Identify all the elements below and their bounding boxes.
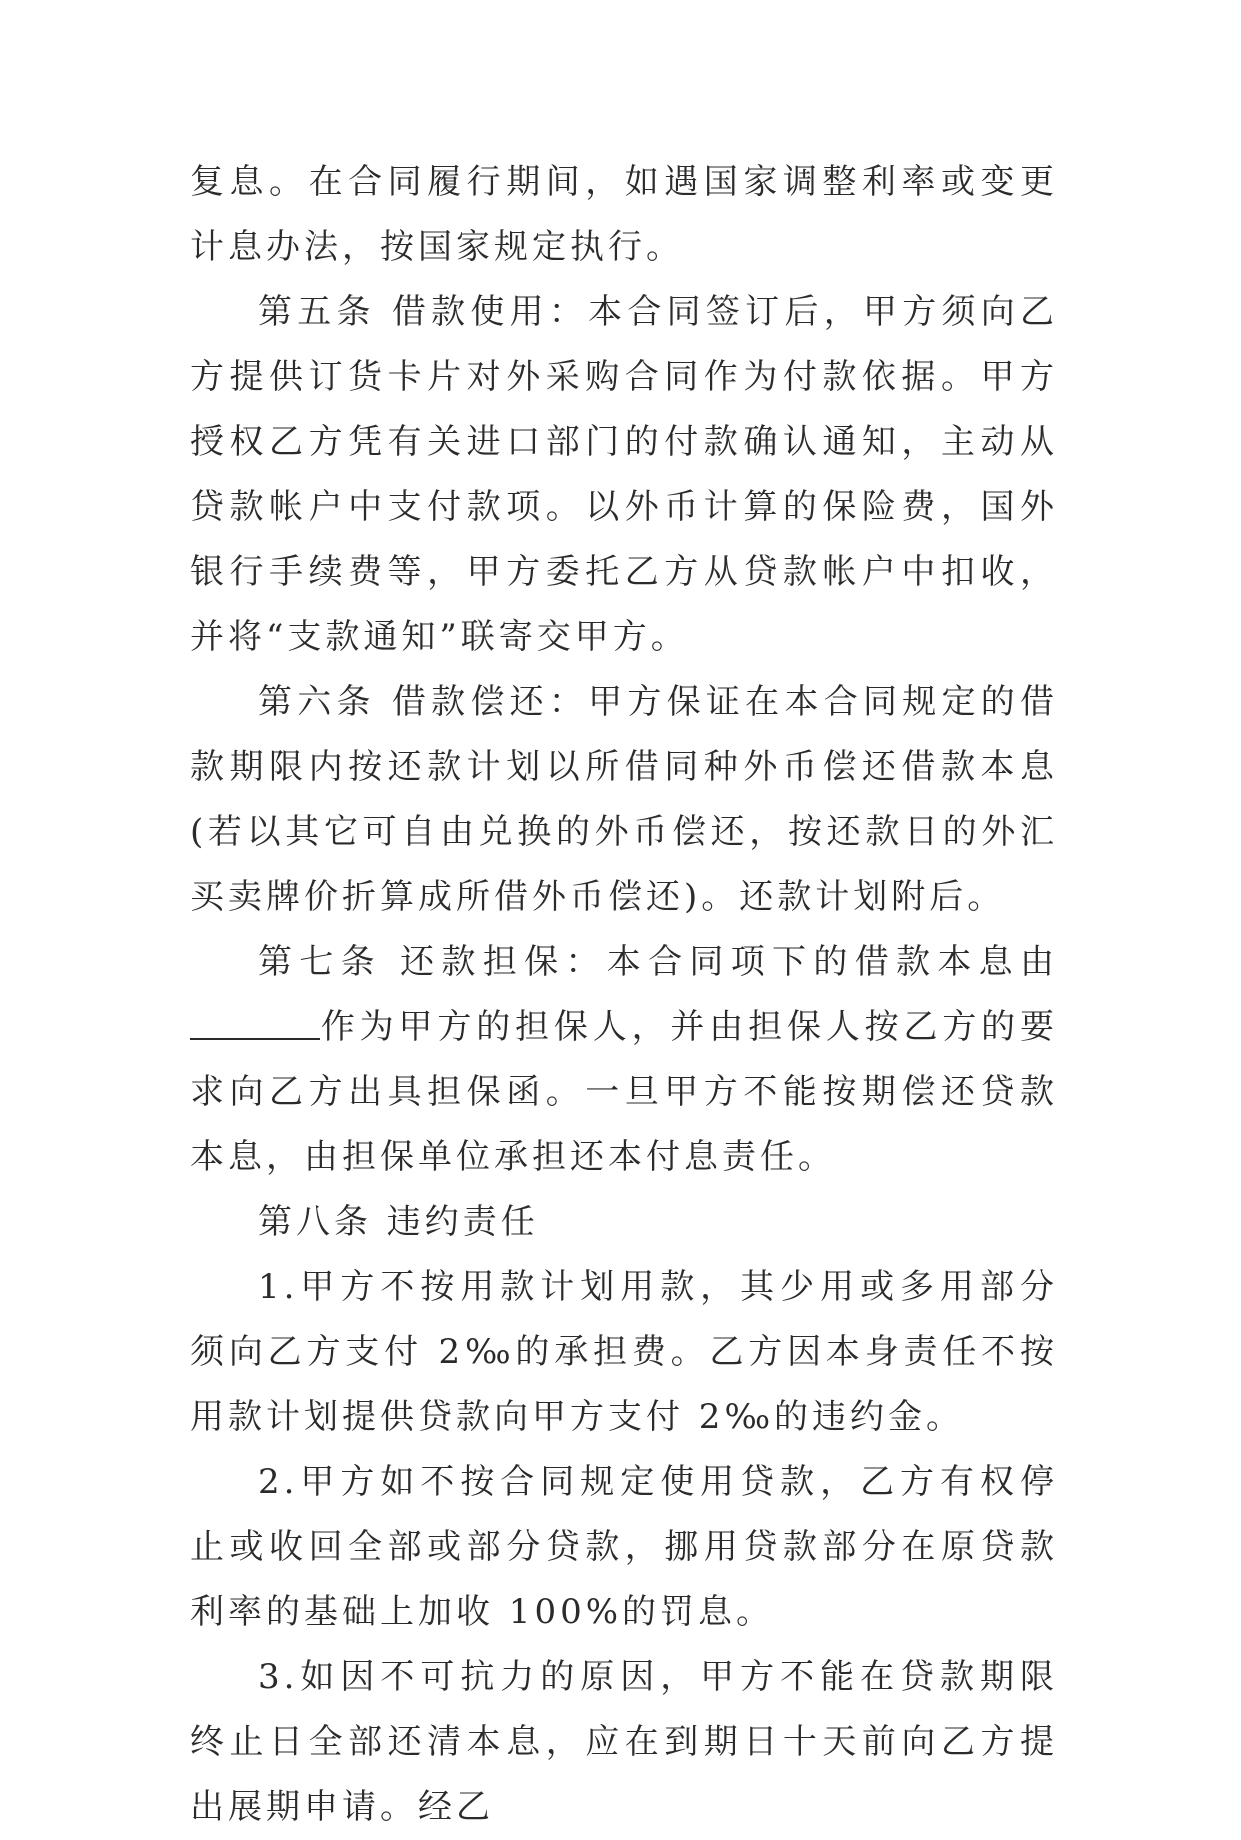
paragraph-clause-1: 1.甲方不按用款计划用款，其少用或多用部分须向乙方支付 2‰的承担费。乙方因本身责任不按用款计划提供贷款向甲方支付 2‰的违约金。 <box>190 1267 1058 1437</box>
paragraph-interest-continuation: 复息。在合同履行期间，如遇国家调整利率或变更计息办法，按国家规定执行。 <box>190 162 1058 267</box>
paragraph-clause-2: 2.甲方如不按合同规定使用贷款，乙方有权停止或收回全部或部分贷款，挪用贷款部分在原贷款利率的基础上加收 100%的罚息。 <box>190 1462 1058 1632</box>
paragraph-article-6-repayment: 第六条 借款偿还：甲方保证在本合同规定的借款期限内按还款计划以所借同种外币偿还借款本息(若以其它可自由兑换的外币偿还，按还款日的外汇买卖牌价折算成所借外币偿还)。还款计划附后。 <box>190 682 1058 917</box>
paragraph-article-8-heading: 第八条 违约责任 <box>258 1202 539 1242</box>
paragraph-article-7-guarantee <box>190 930 1058 1190</box>
paragraph-clause-3: 3.如因不可抗力的原因，甲方不能在贷款期限终止日全部还清本息，应在到期日十天前向乙方提出展期申请。经乙 <box>190 1657 1058 1827</box>
paragraph-article-5-loan-use: 第五条 借款使用：本合同签订后，甲方须向乙方提供订货卡片对外采购合同作为付款依据。甲方授权乙方凭有关进口部门的付款确认通知，主动从贷款帐户中支付款项。以外币计算的保险费，国外银行手续费等，甲方委托乙方从贷款帐户中扣收，并将“支款通知”联寄交甲方。 <box>190 292 1058 657</box>
article-7-text-before-blank: 第七条 还款担保：本合同项下的借款本息由 <box>258 942 1058 982</box>
article-7-text-after-blank: 作为甲方的担保人，并由担保人按乙方的要求向乙方出具担保函。一旦甲方不能按期偿还贷款本息，由担保单位承担还本付息责任。 <box>190 1007 1058 1177</box>
guarantor-blank-line <box>190 1004 320 1040</box>
document-body <box>190 150 1058 1840</box>
